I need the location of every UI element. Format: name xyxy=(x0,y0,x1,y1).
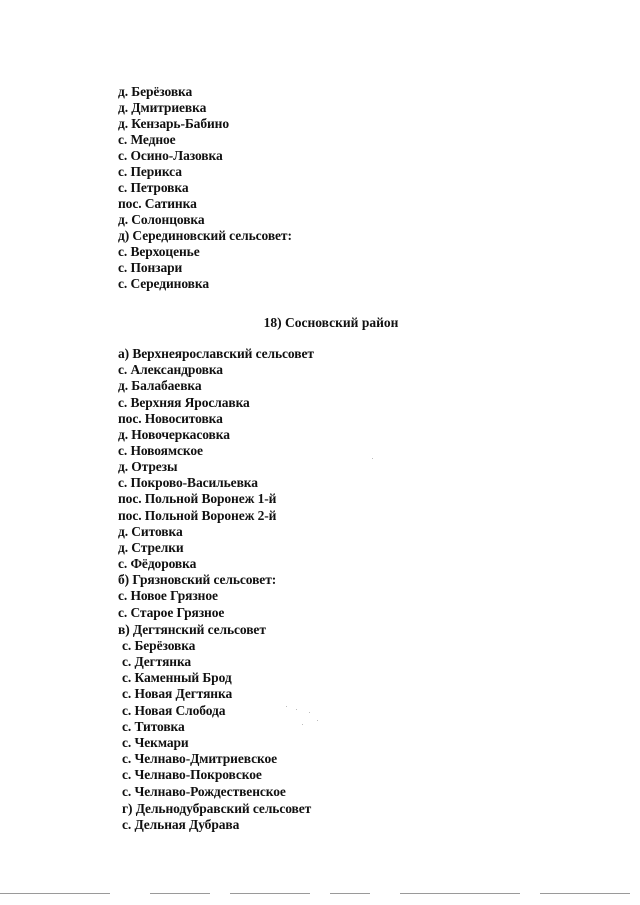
list-item: пос. Польной Воронеж 2-й xyxy=(118,508,277,523)
section-heading: 18) Сосновский район xyxy=(263,315,399,330)
list-item: с. Дегтянка xyxy=(122,654,192,669)
list-item: с. Новая Слобода xyxy=(122,703,226,718)
list-item: с. Старое Грязное xyxy=(118,605,225,620)
list-item: с. Петровка xyxy=(118,180,189,195)
scan-speck xyxy=(317,720,318,721)
scan-speck xyxy=(296,709,297,710)
list-item: с. Дельная Дубрава xyxy=(122,817,240,832)
list-item: с. Новоямское xyxy=(118,443,203,458)
scan-speck xyxy=(286,706,287,707)
list-item: пос. Польной Воронеж 1-й xyxy=(118,491,277,506)
scan-edge-rule xyxy=(0,893,110,894)
list-item: д. Солонцовка xyxy=(118,212,205,227)
list-item: д. Ситовка xyxy=(118,524,183,539)
list-item: с. Верхоценье xyxy=(118,244,200,259)
scan-speck xyxy=(302,724,303,725)
list-item: с. Покрово-Васильевка xyxy=(118,475,258,490)
scan-edge-rule xyxy=(230,893,310,894)
scan-edge-rule xyxy=(400,893,520,894)
list-item: д. Балабаевка xyxy=(118,378,202,393)
list-item: с. Медное xyxy=(118,132,176,147)
list-item: с. Осино-Лазовка xyxy=(118,148,223,163)
list-item: с. Понзари xyxy=(118,260,183,275)
list-item: с. Александровка xyxy=(118,362,223,377)
list-item: д. Кензарь-Бабино xyxy=(118,116,229,131)
list-item: с. Фёдоровка xyxy=(118,556,197,571)
list-item: пос. Сатинка xyxy=(118,196,197,211)
list-item: с. Челнаво-Рождественское xyxy=(122,784,286,799)
subsection-heading: в) Дегтянский сельсовет xyxy=(118,622,266,637)
scan-speck xyxy=(309,712,310,713)
subsection-heading: б) Грязновский сельсовет: xyxy=(118,572,277,587)
list-item: д. Новочеркасовка xyxy=(118,427,230,442)
list-item: пос. Новоситовка xyxy=(118,411,223,426)
list-item: с. Верхняя Ярославка xyxy=(118,395,250,410)
scan-edge-rule xyxy=(330,893,370,894)
list-item: д. Берёзовка xyxy=(118,84,193,99)
list-item: д. Дмитриевка xyxy=(118,100,207,115)
list-item: д. Отрезы xyxy=(118,459,178,474)
list-item: с. Челнаво-Покровское xyxy=(122,767,262,782)
list-item: д. Стрелки xyxy=(118,540,184,555)
list-item: с. Челнаво-Дмитриевское xyxy=(122,751,278,766)
list-item: с. Серединовка xyxy=(118,276,209,291)
subsection-heading: д) Серединовский сельсовет: xyxy=(118,228,292,243)
list-item: с. Каменный Брод xyxy=(122,670,232,685)
list-item: с. Новая Дегтянка xyxy=(122,686,233,701)
scan-edge-rule xyxy=(540,893,630,894)
scan-edge-rule xyxy=(150,893,210,894)
list-item: с. Чекмари xyxy=(122,735,189,750)
subsection-heading: г) Дельнодубравский сельсовет xyxy=(122,801,312,816)
scan-speck xyxy=(372,458,373,459)
list-item: с. Берёзовка xyxy=(122,638,196,653)
list-item: с. Новое Грязное xyxy=(118,588,218,603)
list-item: с. Титовка xyxy=(122,719,185,734)
list-item: с. Перикса xyxy=(118,164,182,179)
subsection-heading: а) Верхнеярославский сельсовет xyxy=(118,346,314,361)
